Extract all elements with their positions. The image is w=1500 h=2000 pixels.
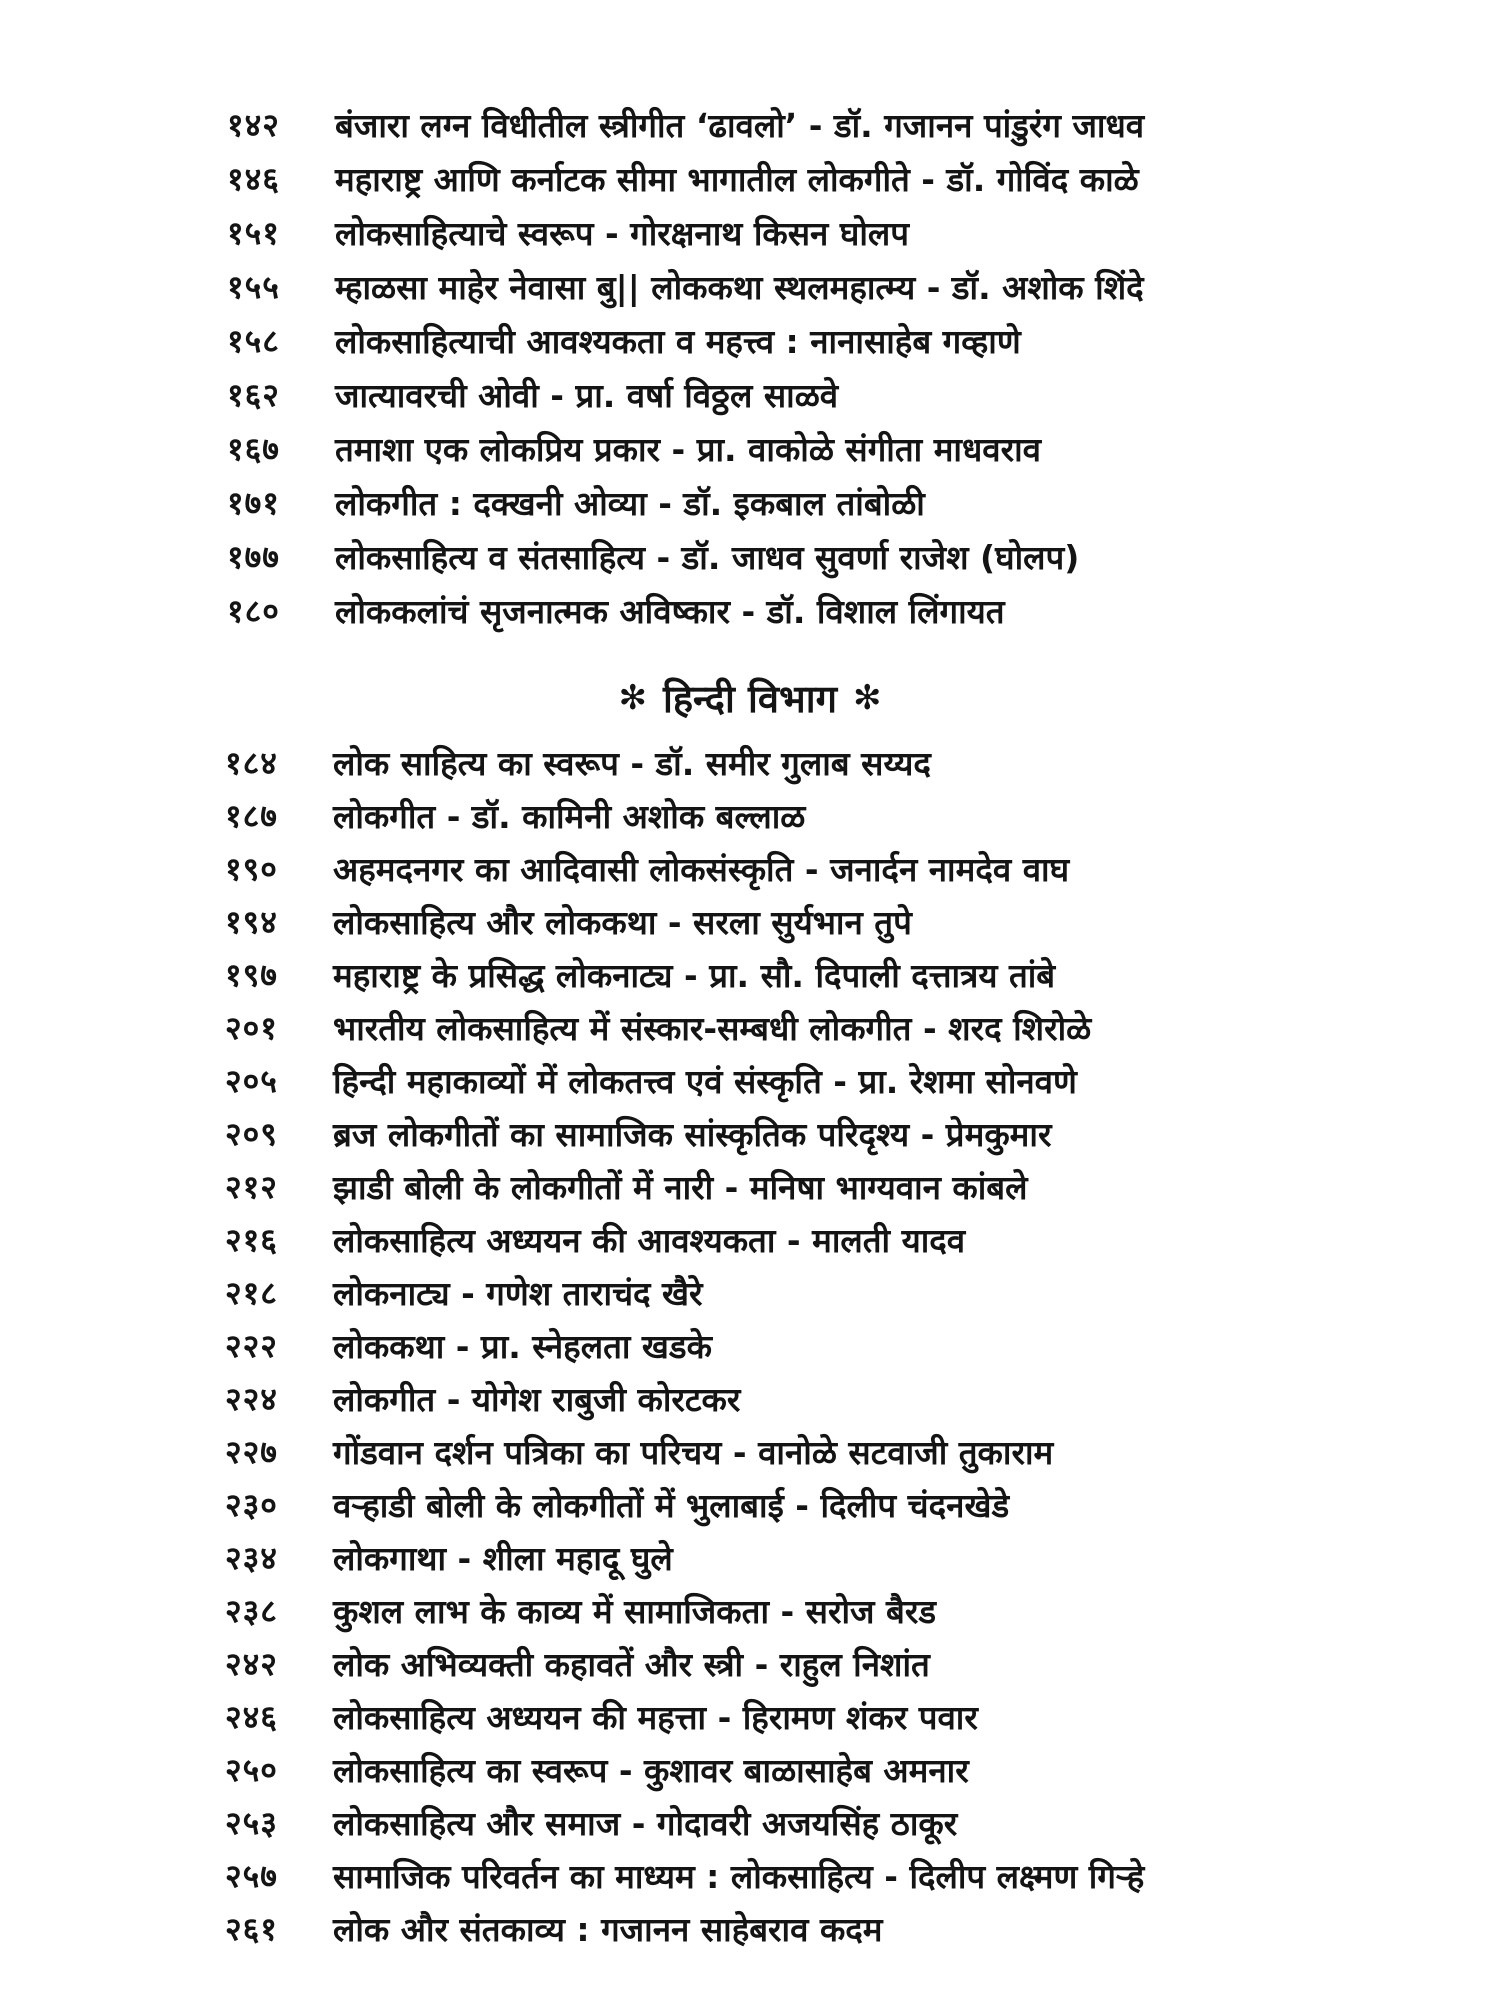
page-number: १४६ (227, 159, 280, 198)
page-number: २६१ (225, 1909, 278, 1948)
toc-entry (0, 1371, 740, 1425)
entry-title: जात्यावरची ओवी - प्रा. वर्षा विठ्ठल साळवे (335, 375, 839, 415)
page-number: १७७ (227, 537, 280, 576)
page-number: २५० (225, 1750, 278, 1789)
entry-title: लोकसाहित्याचे स्वरूप - गोरक्षनाथ किसन घोलप (335, 213, 910, 253)
toc-entry (0, 1848, 1144, 1902)
page-number: १९० (225, 849, 278, 888)
page-number: २०१ (225, 1008, 278, 1047)
entry-title: सामाजिक परिवर्तन का माध्यम : लोकसाहित्य - दिलीप लक्ष्मण गिऱ्हे (333, 1856, 1145, 1896)
page-number: १८० (227, 591, 280, 630)
page-number: १९४ (225, 902, 278, 941)
entry-title: लोकनाट्य - गणेश ताराचंद खैरे (333, 1273, 703, 1313)
page-number: १८४ (225, 743, 278, 782)
toc-entry (0, 1424, 1053, 1478)
page-number: २१६ (225, 1220, 278, 1259)
page-number: २१८ (225, 1273, 278, 1312)
toc-entry (0, 583, 1005, 637)
toc-entry (0, 1795, 957, 1849)
entry-title: गोंडवान दर्शन पत्रिका का परिचय - वानोळे सटवाजी तुकाराम (333, 1432, 1054, 1472)
page-number: २०५ (225, 1061, 278, 1100)
entry-title: हिन्दी महाकाव्यों में लोकतत्त्व एवं संस्कृति - प्रा. रेशमा सोनवणे (333, 1061, 1077, 1101)
toc-entry (0, 1477, 1009, 1531)
toc-entry (0, 97, 1144, 151)
entry-title: लोक साहित्य का स्वरूप - डॉ. समीर गुलाब सय्यद (333, 743, 931, 783)
entry-title: वऱ्हाडी बोली के लोकगीतों में भुलाबाई - दिलीप चंदनखेडे (333, 1485, 1010, 1525)
toc-entry (0, 1689, 978, 1743)
entry-title: लोकसाहित्य अध्ययन की आवश्यकता - मालती यादव (333, 1220, 966, 1260)
entry-title: ब्रज लोकगीतों का सामाजिक सांस्कृतिक परिदृश्य - प्रेमकुमार (333, 1114, 1052, 1154)
toc-entry (0, 1530, 673, 1584)
entry-title: लोकसाहित्य व संतसाहित्य - डॉ. जाधव सुवर्णा राजेश (घोलप) (335, 537, 1080, 577)
toc-entry (0, 475, 925, 529)
entry-title: लोकगीत - योगेश राबुजी कोरटकर (333, 1379, 741, 1419)
entry-title: लोककथा - प्रा. स्नेहलता खडके (333, 1326, 712, 1366)
entry-title: भारतीय लोकसाहित्य में संस्कार-सम्बधी लोकगीत - शरद शिरोळे (333, 1008, 1092, 1048)
entry-title: लोक अभिव्यक्ती कहावतें और स्त्री - राहुल निशांत (333, 1644, 930, 1684)
asterisk-icon: ✻ (618, 678, 648, 718)
page-number: २०९ (225, 1114, 278, 1153)
entry-title: महाराष्ट्र के प्रसिद्ध लोकनाट्य - प्रा. सौ. दिपाली दत्तात्रय तांबे (333, 955, 1056, 995)
toc-entry (0, 1318, 712, 1372)
page-number: १९७ (225, 955, 278, 994)
entry-title: लोक और संतकाव्य : गजानन साहेबराव कदम (333, 1909, 883, 1949)
entry-title: लोकगीत - डॉ. कामिनी अशोक बल्लाळ (333, 796, 806, 836)
toc-entry (0, 947, 1055, 1001)
toc-entry (0, 151, 1139, 205)
entry-title: झाडी बोली के लोकगीतों में नारी - मनिषा भाग्यवान कांबले (333, 1167, 1028, 1207)
toc-entry (0, 313, 1021, 367)
page-number: २३० (225, 1485, 278, 1524)
toc-entry (0, 529, 1079, 583)
entry-title: लोकसाहित्याची आवश्यकता व महत्त्व : नानासाहेब गव्हाणे (335, 321, 1021, 361)
toc-entry (0, 1901, 883, 1955)
toc-entry (0, 1583, 936, 1637)
entry-title: लोककलांचं सृजनात्मक अविष्कार - डॉ. विशाल लिंगायत (335, 591, 1005, 631)
entry-title: तमाशा एक लोकप्रिय प्रकार - प्रा. वाकोळे संगीता माधवराव (335, 429, 1042, 469)
page-number: १८७ (225, 796, 278, 835)
toc-entry (0, 421, 1041, 475)
page-number: २२२ (225, 1326, 278, 1365)
toc-entry (0, 1742, 969, 1796)
page-number: २२७ (225, 1432, 278, 1471)
toc-entry (0, 735, 931, 789)
entry-title: लोकसाहित्य और समाज - गोदावरी अजयसिंह ठाकूर (333, 1803, 958, 1843)
hindi-section-heading (0, 668, 1500, 728)
toc-entry (0, 1159, 1028, 1213)
entry-title: लोकसाहित्य का स्वरूप - कुशावर बाळासाहेब अमनार (333, 1750, 969, 1790)
toc-entry (0, 841, 1069, 895)
page-number: १६२ (227, 375, 280, 414)
entry-title: बंजारा लग्न विधीतील स्त्रीगीत ‘ढावलो’ - डॉ. गजानन पांडुरंग जाधव (335, 105, 1145, 145)
toc-entry (0, 367, 838, 421)
entry-title: लोकगीत : दक्खनी ओव्या - डॉ. इकबाल तांबोळी (335, 483, 925, 523)
toc-entry (0, 259, 1144, 313)
toc-entry (0, 894, 912, 948)
entry-title: महाराष्ट्र आणि कर्नाटक सीमा भागातील लोकगीते - डॉ. गोविंद काळे (335, 159, 1139, 199)
page-number: २२४ (225, 1379, 278, 1418)
page-number: २४६ (225, 1697, 278, 1736)
toc-entry (0, 1265, 703, 1319)
entry-title: लोकगाथा - शीला महादू घुले (333, 1538, 673, 1578)
page-number: १७१ (227, 483, 280, 522)
page-number: १६७ (227, 429, 280, 468)
entry-title: म्हाळसा माहेर नेवासा बु|| लोककथा स्थलमहात्म्य - डॉ. अशोक शिंदे (335, 267, 1144, 307)
page-number: १५८ (227, 321, 280, 360)
toc-entry (0, 1053, 1077, 1107)
page-number: १५१ (227, 213, 280, 252)
page-number: २३४ (225, 1538, 278, 1577)
entry-title: लोकसाहित्य अध्ययन की महत्ता - हिरामण शंकर पवार (333, 1697, 978, 1737)
page-number: २३८ (225, 1591, 278, 1630)
page-number: १४२ (227, 105, 280, 144)
page-number: २४२ (225, 1644, 278, 1683)
page-number: २१२ (225, 1167, 278, 1206)
toc-entry (0, 1636, 930, 1690)
entry-title: कुशल लाभ के काव्य में सामाजिकता - सरोज बैरड (333, 1591, 936, 1631)
toc-entry (0, 1000, 1091, 1054)
section-title: हिन्दी विभाग (663, 677, 837, 721)
entry-title: लोकसाहित्य और लोककथा - सरला सुर्यभान तुपे (333, 902, 912, 942)
toc-entry (0, 205, 909, 259)
page-number: २५३ (225, 1803, 278, 1842)
page-number: १५५ (227, 267, 280, 306)
page-number: २५७ (225, 1856, 278, 1895)
entry-title: अहमदनगर का आदिवासी लोकसंस्कृति - जनार्दन नामदेव वाघ (333, 849, 1070, 889)
toc-entry (0, 1212, 965, 1266)
asterisk-icon: ✻ (852, 678, 882, 718)
toc-entry (0, 1106, 1051, 1160)
toc-entry (0, 788, 805, 842)
